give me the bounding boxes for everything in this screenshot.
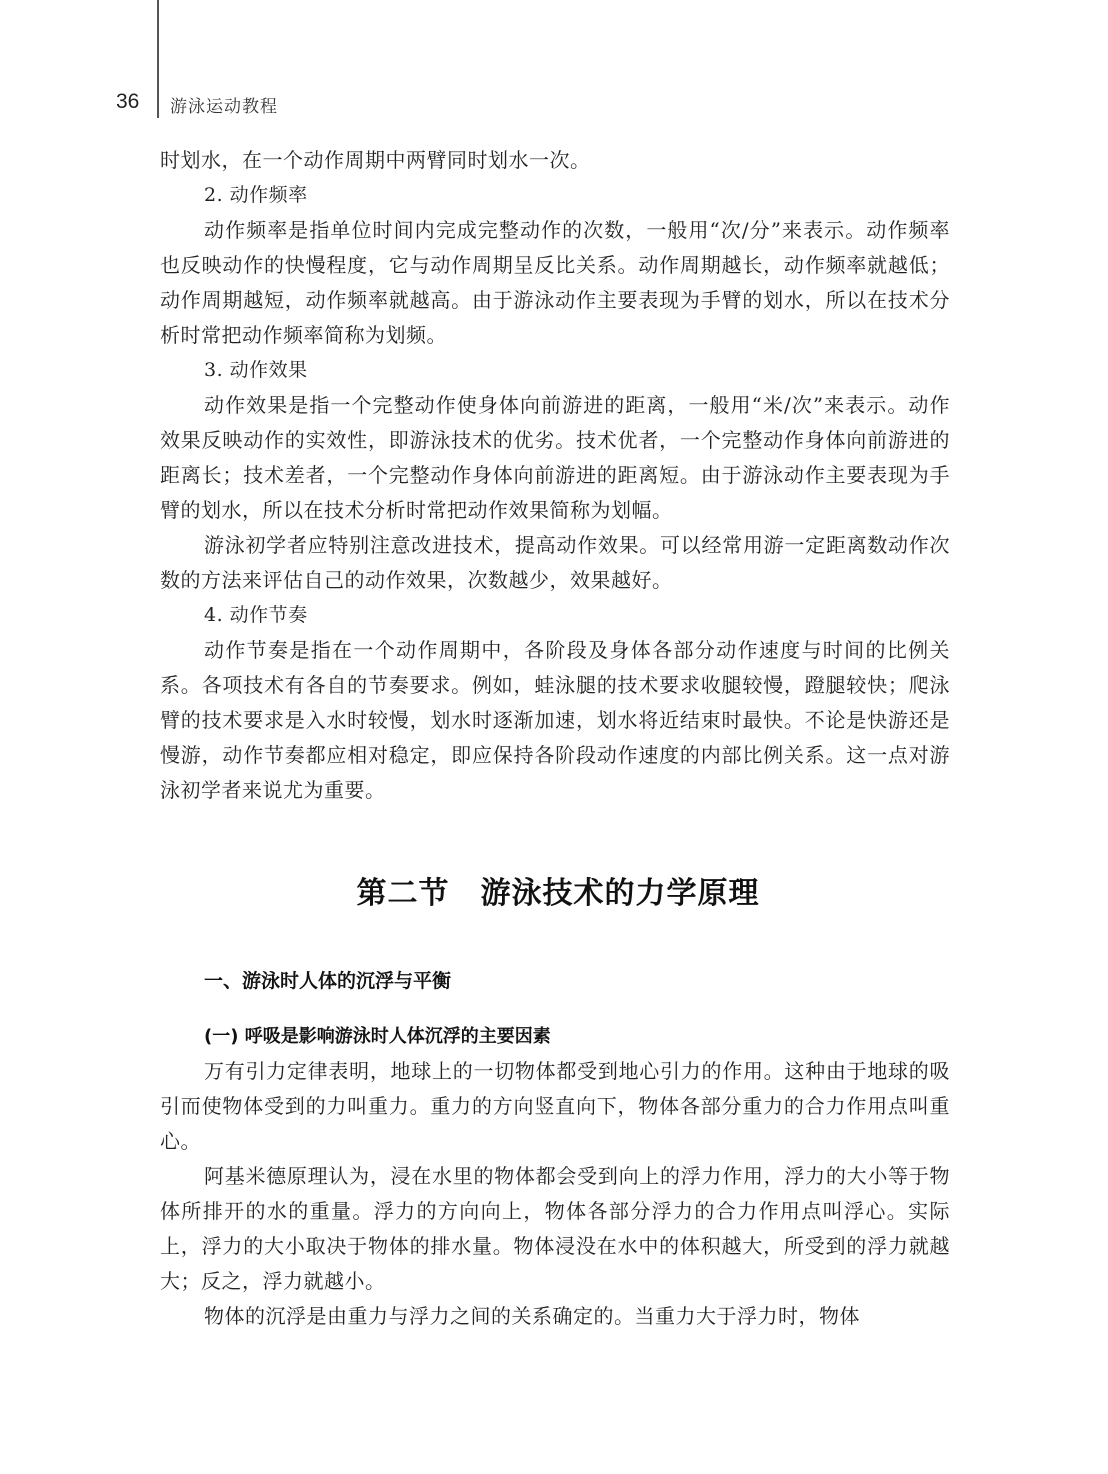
heading-level-1: 一、游泳时人体的沉浮与平衡: [204, 970, 452, 992]
page-number: 36: [116, 90, 140, 113]
paragraph-gravity: 万有引力定律表明，地球上的一切物体都受到地心引力的作用。这种由于地球的吸引而使物体受到的力叫重力。重力的方向竖直向下，物体各部分重力的合力作用点叫重心。: [160, 1059, 950, 1153]
paragraph-archimedes: 阿基米德原理认为，浸在水里的物体都会受到向上的浮力作用，浮力的大小等于物体所排开的水的重量。浮力的方向向上，物体各部分浮力的合力作用点叫浮心。实际上，浮力的大小取决于物体的排水量。物体浸没在水中的体积越大，所受到的浮力就越大；反之，浮力就越小。: [160, 1164, 950, 1293]
heading-level-2: (一) 呼吸是影响游泳时人体沉浮的主要因素: [204, 1026, 551, 1047]
page-body: [160, 143, 950, 1334]
paragraph-effect: 动作效果是指一个完整动作使身体向前游进的距离，一般用“米/次”来表示。动作效果反映动作的实效性，即游泳技术的优劣。技术优者，一个完整动作身体向前游进的距离长；技术差者，一个完整动作身体向前游进的距离短。由于游泳动作主要表现为手臂的划水，所以在技术分析时常把动作效果简称为划幅。: [160, 393, 950, 522]
subheading-rhythm: 4. 动作节奏: [204, 604, 308, 626]
paragraph-continuation: 时划水，在一个动作周期中两臂同时划水一次。: [160, 148, 591, 172]
paragraph-frequency: 动作频率是指单位时间内完成完整动作的次数，一般用“次/分”来表示。动作频率也反映动作的快慢程度，它与动作周期呈反比关系。动作周期越长，动作频率就越低；动作周期越短，动作频率就越高。由于游泳动作主要表现为手臂的划水，所以在技术分析时常把动作频率简称为划频。: [160, 218, 950, 347]
paragraph-rhythm: 动作节奏是指在一个动作周期中，各阶段及身体各部分动作速度与时间的比例关系。各项技术有各自的节奏要求。例如，蛙泳腿的技术要求收腿较慢，蹬腿较快；爬泳臂的技术要求是入水时较慢，划水时逐渐加速，划水将近结束时最快。不论是快游还是慢游，动作节奏都应相对稳定，即应保持各阶段动作速度的内部比例关系。这一点对游泳初学者来说尤为重要。: [160, 638, 950, 802]
paragraph-beginners: 游泳初学者应特别注意改进技术，提高动作效果。可以经常用游一定距离数动作次数的方法来评估自己的动作效果，次数越少，效果越好。: [160, 533, 950, 592]
subheading-effect: 3. 动作效果: [204, 359, 308, 381]
running-title: 游泳运动教程: [170, 97, 278, 117]
subheading-frequency: 2. 动作频率: [204, 184, 308, 206]
header-divider: [157, 0, 159, 118]
section-title: 第二节 游泳技术的力学原理: [356, 876, 760, 911]
paragraph-sink-float: 物体的沉浮是由重力与浮力之间的关系确定的。当重力大于浮力时，物体: [204, 1304, 860, 1328]
